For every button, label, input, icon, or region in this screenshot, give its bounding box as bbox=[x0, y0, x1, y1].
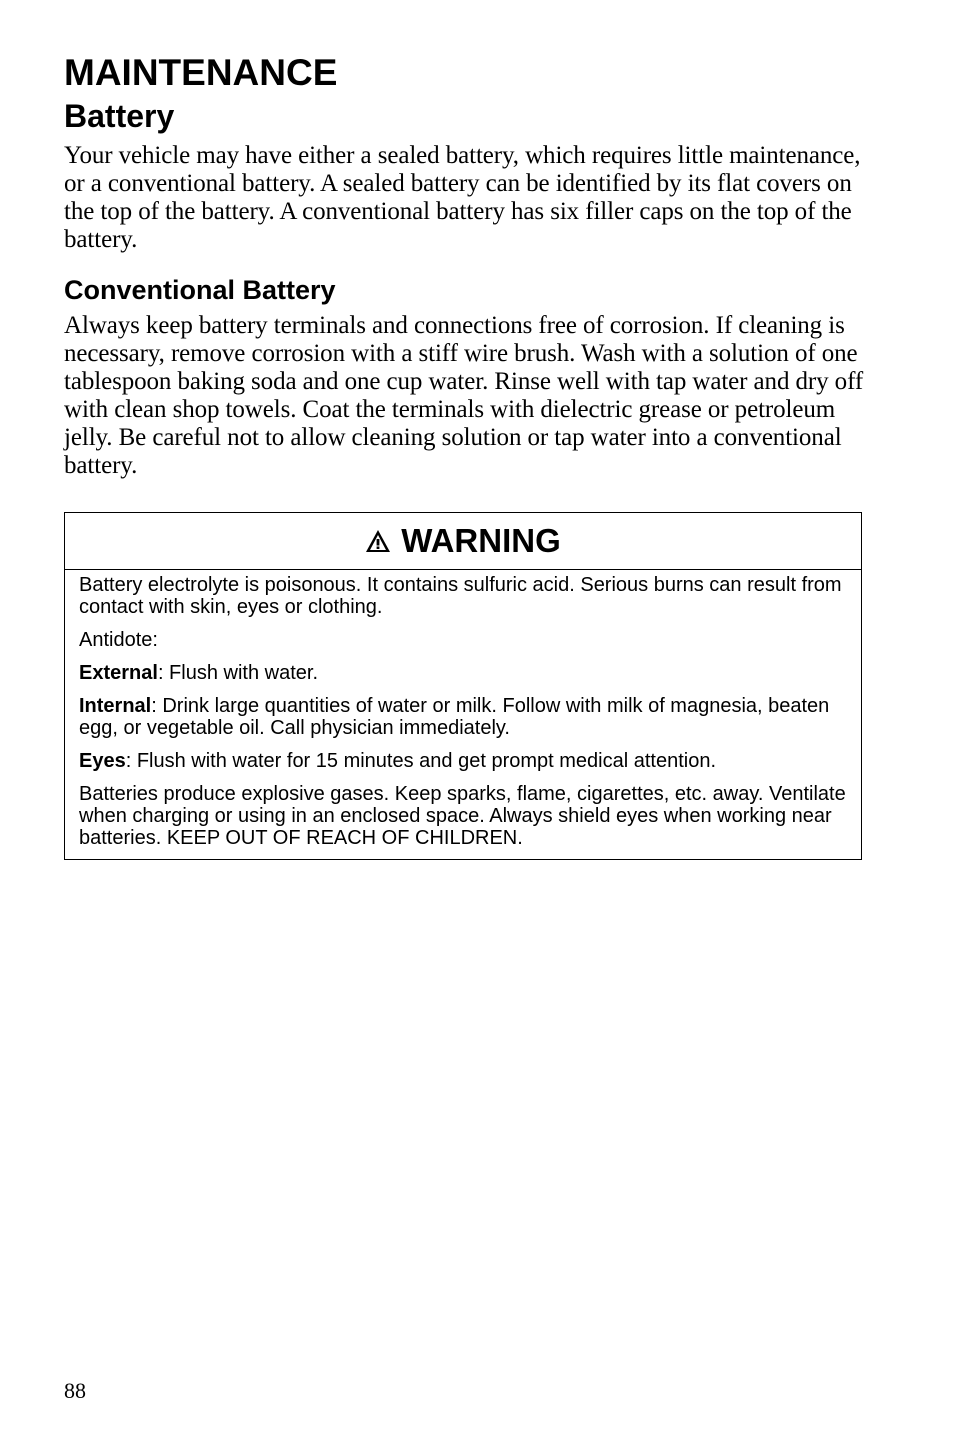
internal-label: Internal bbox=[79, 695, 152, 717]
warning-body bbox=[65, 570, 861, 859]
warning-text-internal bbox=[79, 695, 847, 739]
warning-text-eyes bbox=[79, 750, 847, 772]
warning-title: WARNING bbox=[401, 522, 561, 559]
warning-text-external bbox=[79, 662, 847, 684]
conventional-battery-paragraph: Always keep battery terminals and connections free of corrosion. If cleaning is necessary, remove corrosion with a stiff wire brush. Wash with a solution of one tablespoon baking soda and one cup water. Rinse well with tap water and dry off with clean shop towels. Coat the terminals with dielectric grease or petroleum jelly. Be careful not to allow cleaning solution or tap water into a conventional battery. bbox=[64, 312, 864, 479]
eyes-label: Eyes bbox=[79, 750, 126, 772]
warning-text-poison: Battery electrolyte is poisonous. It contains sulfuric acid. Serious burns can result from contact with skin, eyes or clothing. bbox=[79, 574, 842, 618]
page-content bbox=[64, 52, 864, 480]
external-text: : Flush with water. bbox=[157, 662, 318, 684]
page-number: 88 bbox=[64, 1378, 86, 1403]
page-title: Battery bbox=[64, 98, 175, 134]
warning-header bbox=[65, 513, 861, 570]
conventional-battery-heading: Conventional Battery bbox=[64, 275, 336, 305]
warning-triangle-icon bbox=[365, 529, 391, 553]
external-label: External bbox=[79, 662, 158, 684]
eyes-text: : Flush with water for 15 minutes and get prompt medical attention. bbox=[125, 750, 717, 772]
warning-text-gases: Batteries produce explosive gases. Keep sparks, flame, cigarettes, etc. away. Ventilate when charging or using in an enclosed space. Always shield eyes when working near batteries. KEEP OUT OF REACH OF CHILDREN. bbox=[79, 783, 846, 849]
intro-paragraph: Your vehicle may have either a sealed battery, which requires little maintenance, or a conventional battery. A sealed battery can be identified by its flat covers on the top of the battery. A conventional battery has six filler caps on the top of the battery. bbox=[64, 142, 861, 253]
section-title: MAINTENANCE bbox=[64, 52, 338, 93]
internal-text: : Drink large quantities of water or milk. Follow with milk of magnesia, beaten egg, or vegetable oil. Call physician immediately. bbox=[79, 695, 830, 739]
warning-box bbox=[64, 512, 862, 860]
warning-text-antidote: Antidote: bbox=[79, 629, 158, 651]
